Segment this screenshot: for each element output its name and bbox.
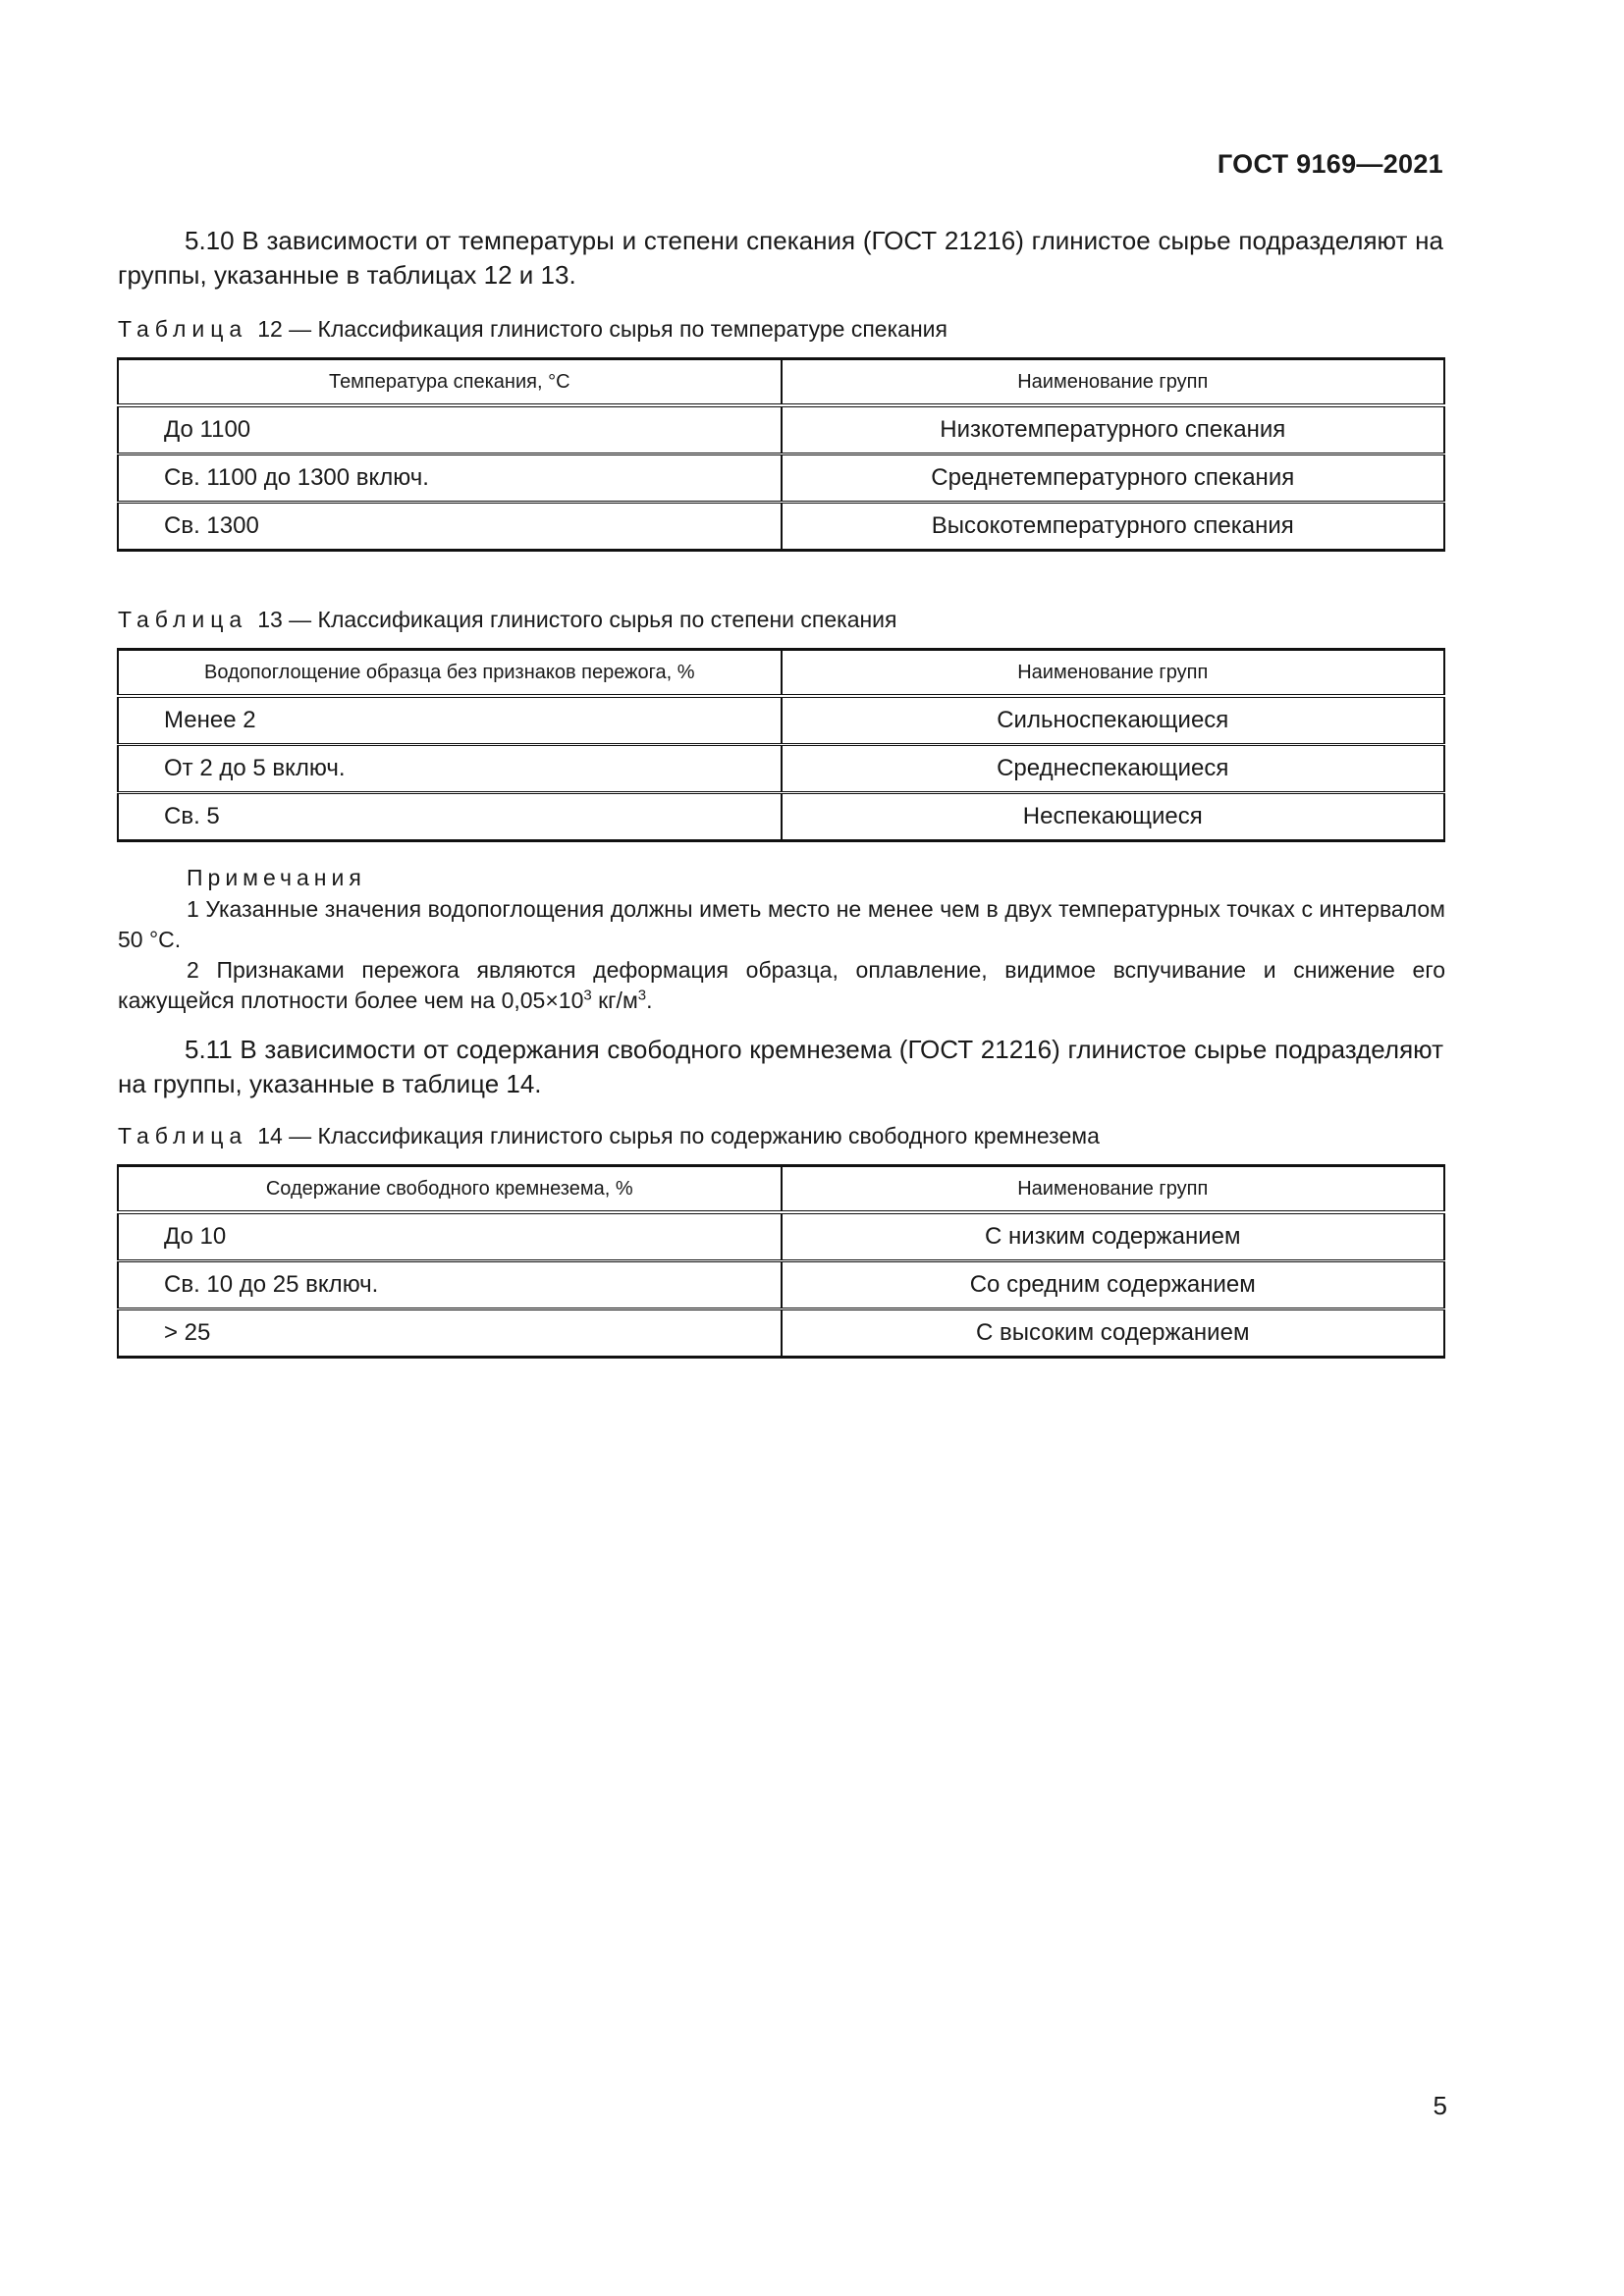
table-cell: От 2 до 5 включ. xyxy=(118,745,782,793)
table-12-title: 12 — Классификация глинистого сырья по температуре спекания xyxy=(257,316,947,342)
clause-5-11 xyxy=(118,1033,1443,1101)
table-13-caption xyxy=(118,607,897,633)
table-row xyxy=(118,405,1444,454)
page-number: 5 xyxy=(1433,2091,1447,2120)
table-header-row xyxy=(118,359,1444,406)
table-cell: Св. 5 xyxy=(118,793,782,841)
table-cell: Св. 1100 до 1300 включ. xyxy=(118,454,782,503)
clause-5-10 xyxy=(118,224,1443,293)
table-row xyxy=(118,793,1444,841)
note-2-unit: кг/м xyxy=(591,988,638,1013)
table-13-label: Таблица xyxy=(118,607,248,632)
table-row xyxy=(118,503,1444,551)
notes-title: Примечания xyxy=(187,865,366,890)
header-cell: Наименование групп xyxy=(782,359,1445,406)
table-cell: С низким содержанием xyxy=(782,1212,1445,1261)
header-cell: Наименование групп xyxy=(782,650,1445,697)
table-14-caption xyxy=(118,1123,1100,1149)
table-row xyxy=(118,745,1444,793)
table-header-row xyxy=(118,1166,1444,1213)
clause-5-10-text: 5.10 В зависимости от температуры и степени спекания (ГОСТ 21216) глинистое сырье подразделяют на группы, указанные в таблицах 12 и 13. xyxy=(118,226,1443,290)
table-row xyxy=(118,1212,1444,1261)
note-1 xyxy=(118,894,1445,955)
note-2-exponent: 3 xyxy=(583,987,592,1004)
table-14-title: 14 — Классификация глинистого сырья по содержанию свободного кремнезема xyxy=(257,1123,1100,1148)
note-2-text: 2 Признаками пережога являются деформация образца, оплавление, видимое вспучивание и снижение его кажущейся плотности более чем на 0,05×10 xyxy=(118,957,1445,1013)
table-cell: > 25 xyxy=(118,1309,782,1358)
table-cell: Св. 10 до 25 включ. xyxy=(118,1261,782,1309)
clause-5-11-text: 5.11 В зависимости от содержания свободного кремнезема (ГОСТ 21216) глинистое сырье подразделяют на группы, указанные в таблице 14. xyxy=(118,1035,1443,1098)
table-row xyxy=(118,1309,1444,1358)
table-row xyxy=(118,1261,1444,1309)
table-13-title: 13 — Классификация глинистого сырья по степени спекания xyxy=(257,607,897,632)
table-12-label: Таблица xyxy=(118,316,248,342)
note-2-unit-exponent: 3 xyxy=(637,987,647,1004)
table-cell: Среднетемпературного спекания xyxy=(782,454,1445,503)
table-cell: Со средним содержанием xyxy=(782,1261,1445,1309)
table-12 xyxy=(117,357,1445,552)
table-cell: С высоким содержанием xyxy=(782,1309,1445,1358)
table-row xyxy=(118,454,1444,503)
table-14-label: Таблица xyxy=(118,1123,248,1148)
table-cell: Неспекающиеся xyxy=(782,793,1445,841)
table-header-row xyxy=(118,650,1444,697)
table-12-caption xyxy=(118,316,947,343)
table-cell: До 1100 xyxy=(118,405,782,454)
note-2 xyxy=(118,955,1445,1016)
table-cell: Высокотемпературного спекания xyxy=(782,503,1445,551)
header-cell: Наименование групп xyxy=(782,1166,1445,1213)
header-cell: Содержание свободного кремнезема, % xyxy=(118,1166,782,1213)
table-13 xyxy=(117,648,1445,842)
note-2-end: . xyxy=(646,988,653,1013)
table-14 xyxy=(117,1164,1445,1359)
table-cell: Среднеспекающиеся xyxy=(782,745,1445,793)
table-cell: До 10 xyxy=(118,1212,782,1261)
header-cell: Водопоглощение образца без признаков пережога, % xyxy=(118,650,782,697)
note-1-text: 1 Указанные значения водопоглощения должны иметь место не менее чем в двух температурных точках с интервалом 50 °С. xyxy=(118,896,1445,952)
table-row xyxy=(118,696,1444,745)
header-cell: Температура спекания, °С xyxy=(118,359,782,406)
document-code: ГОСТ 9169—2021 xyxy=(1217,149,1443,179)
table-cell: Сильноспекающиеся xyxy=(782,696,1445,745)
table-cell: Св. 1300 xyxy=(118,503,782,551)
table-cell: Менее 2 xyxy=(118,696,782,745)
table-cell: Низкотемпературного спекания xyxy=(782,405,1445,454)
